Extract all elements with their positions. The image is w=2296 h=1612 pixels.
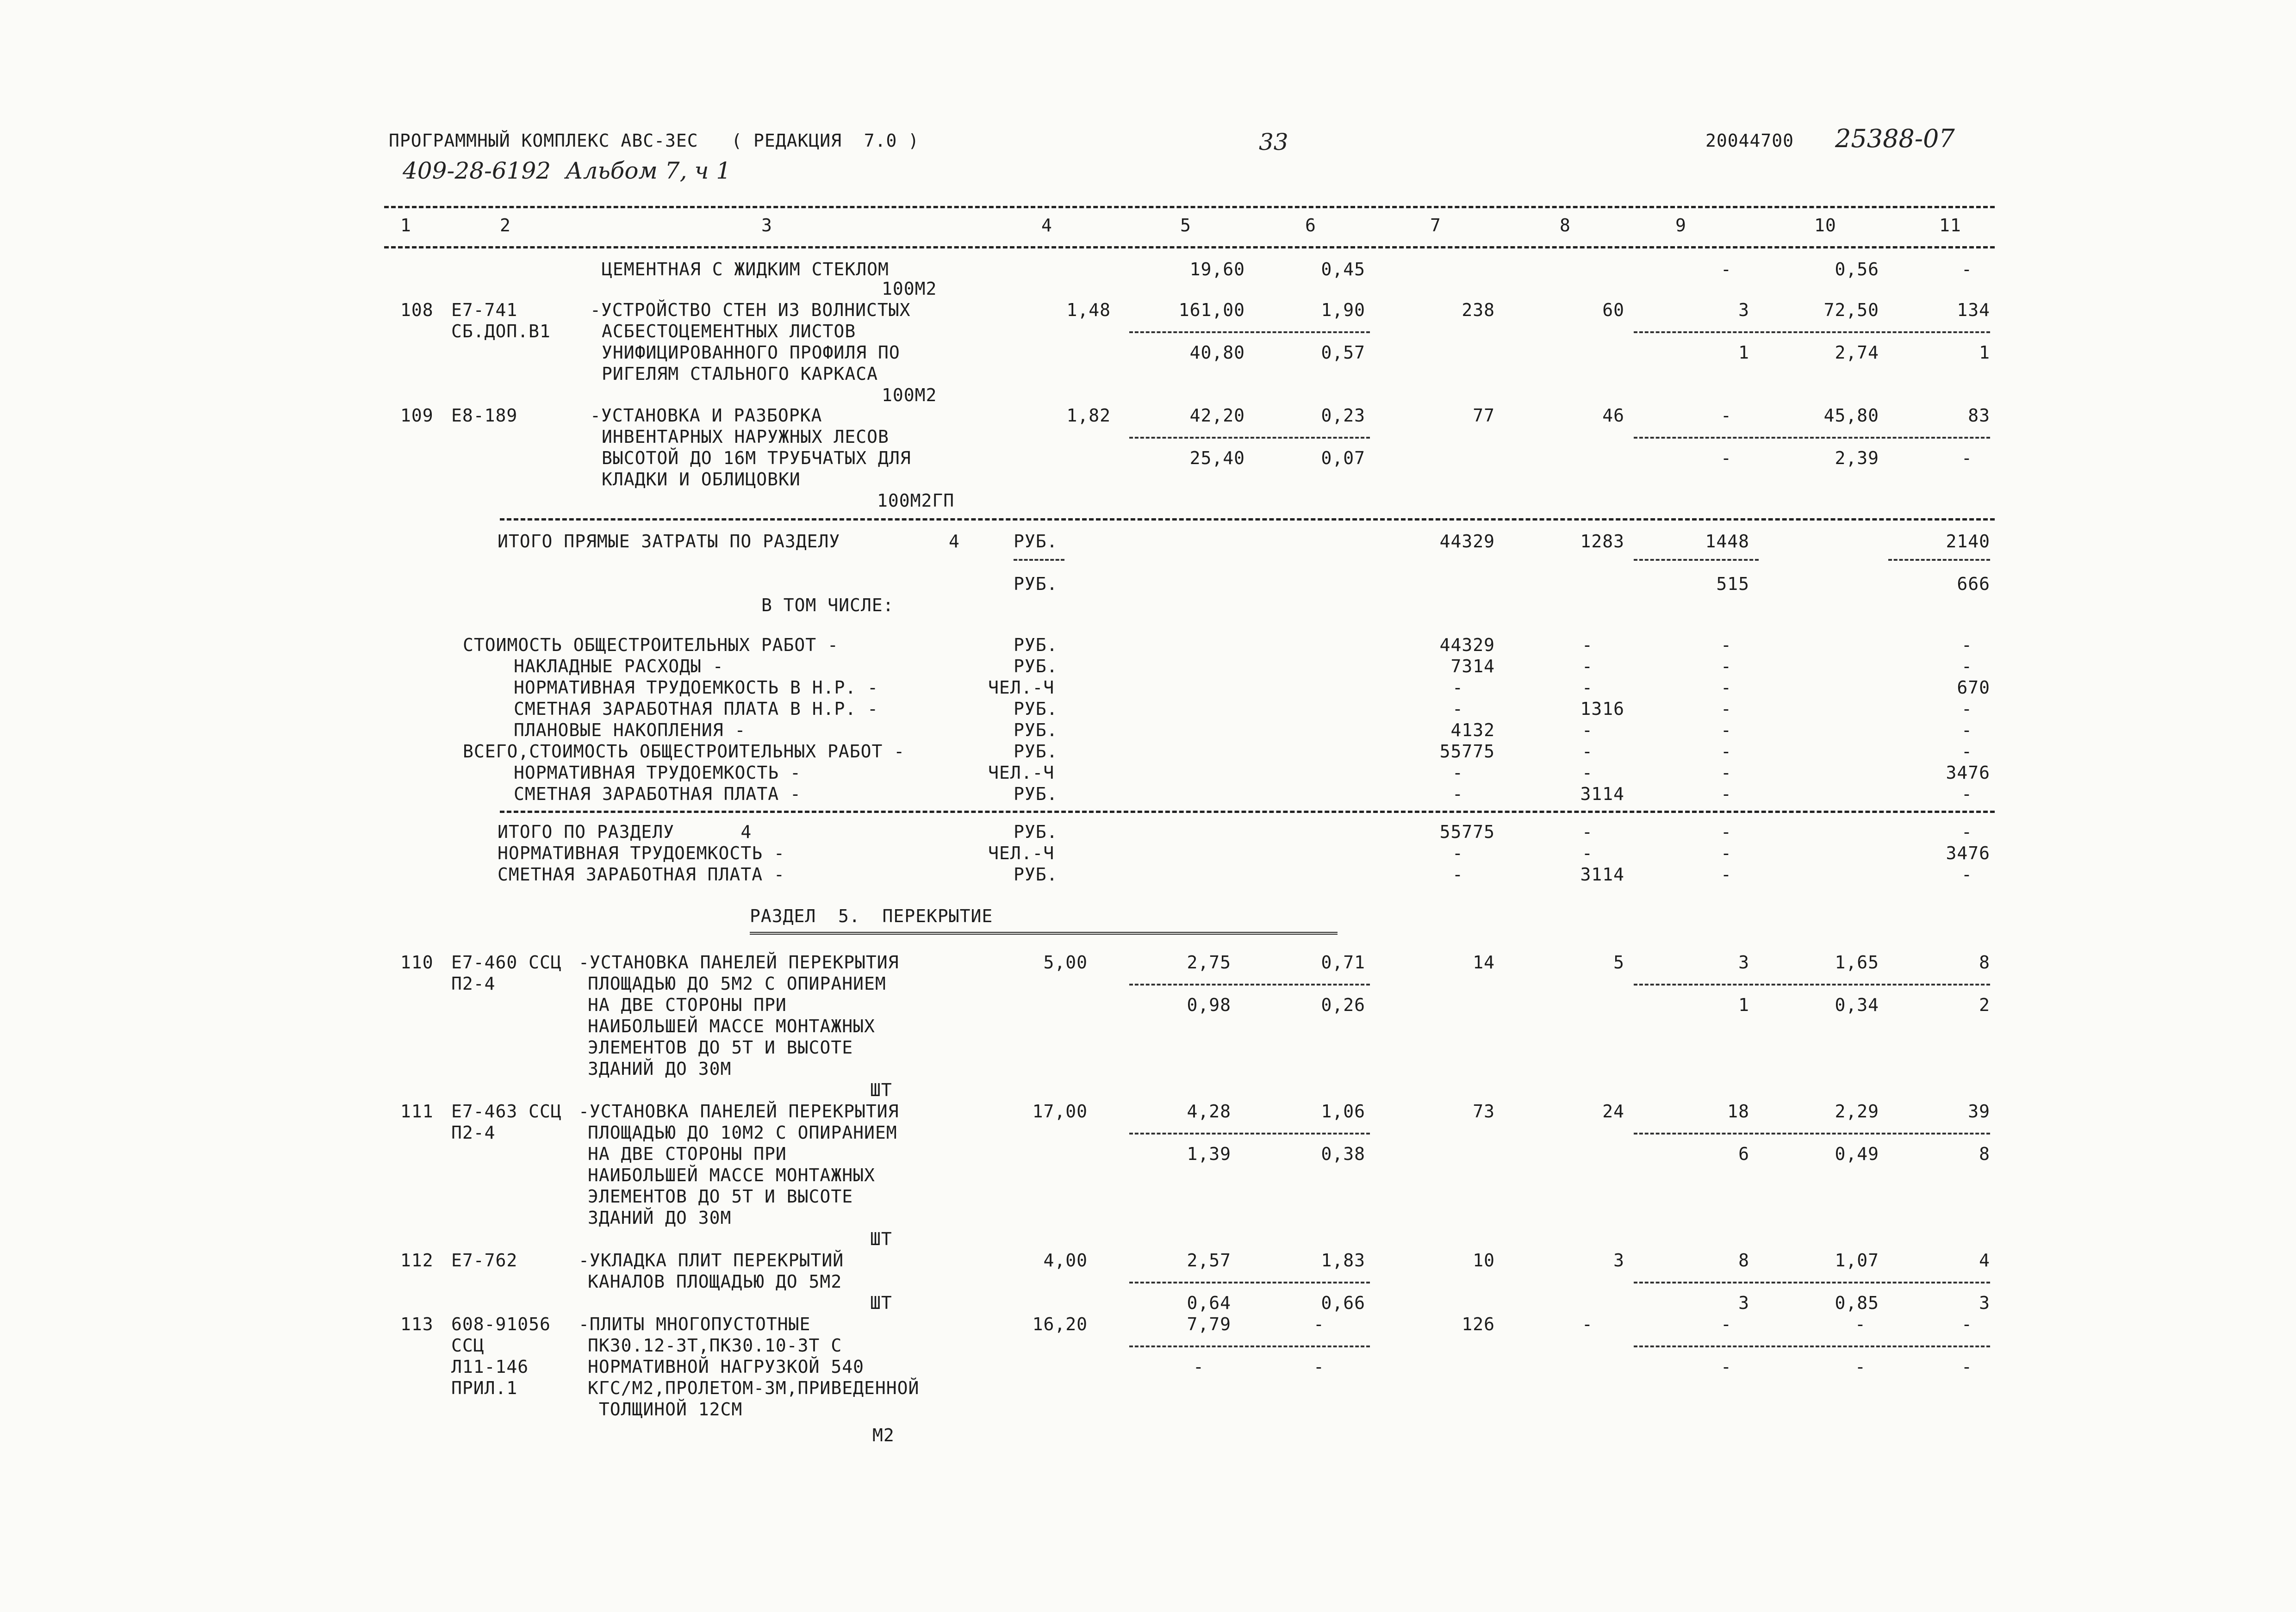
header-bottom-rule: [384, 246, 1995, 248]
row-c6a: 1,90: [1321, 300, 1365, 320]
item-v11: -: [1961, 741, 1972, 762]
row-c6a: 0,71: [1321, 952, 1365, 973]
row-c5a: 161,00: [1178, 300, 1245, 320]
row-c8: 60: [1602, 300, 1624, 320]
item-v7: -: [1452, 763, 1463, 783]
row-c7: 14: [1473, 952, 1495, 973]
row-unit: 100М2ГП: [877, 490, 955, 511]
row-c9a: 8: [1738, 1250, 1749, 1271]
item-v9: -: [1721, 741, 1732, 762]
row-c5b: 25,40: [1189, 448, 1245, 468]
total-v7: 55775: [1439, 822, 1495, 842]
item-v9: -: [1721, 699, 1732, 719]
row-desc: НАИБОЛЬШЕЙ МАССЕ МОНТАЖНЫХ: [588, 1016, 875, 1036]
row-desc: НАИБОЛЬШЕЙ МАССЕ МОНТАЖНЫХ: [588, 1165, 875, 1185]
total-v11: -: [1961, 864, 1972, 885]
row-c5a: 19,60: [1189, 259, 1245, 279]
item-v9: -: [1721, 784, 1732, 804]
row-desc: ЭЛЕМЕНТОВ ДО 5Т И ВЫСОТЕ: [588, 1186, 853, 1207]
row-c8: 3: [1613, 1250, 1624, 1271]
row-number: 108: [400, 300, 434, 320]
row-number: 111: [400, 1101, 434, 1122]
row-desc: РИГЕЛЯМ СТАЛЬНОГО КАРКАСА: [602, 364, 878, 384]
col-1: 1: [400, 215, 411, 236]
total-unit: РУБ.: [1014, 822, 1058, 842]
row-c9b: -: [1721, 448, 1732, 468]
page-number: 33: [1259, 129, 1288, 155]
row-desc: ПЛОЩАДЬЮ ДО 5М2 С ОПИРАНИЕМ: [588, 973, 886, 994]
col-2: 2: [500, 215, 511, 236]
total-unit: ЧЕЛ.-Ч: [988, 843, 1055, 863]
item-v11: -: [1961, 720, 1972, 740]
item-v8: -: [1582, 741, 1593, 762]
row-desc: ЗДАНИЙ ДО 30М: [588, 1208, 732, 1228]
col-11: 11: [1939, 215, 1961, 236]
row-c5b: 1,39: [1187, 1144, 1231, 1164]
row-c6a: 0,45: [1321, 259, 1365, 279]
row-code: Е7-741: [451, 300, 518, 320]
direct-v9b: 515: [1716, 574, 1749, 594]
direct-v8: 1283: [1580, 531, 1624, 552]
row-c5a: 7,79: [1187, 1314, 1231, 1334]
row-unit: ШТ: [870, 1080, 892, 1100]
row-c11a: 4: [1979, 1250, 1990, 1271]
row-c4: 4,00: [1043, 1250, 1088, 1271]
subtotal-rule: [1129, 437, 1370, 439]
col-10: 10: [1814, 215, 1836, 236]
row-code: П2-4: [451, 1122, 496, 1143]
handwritten-code: 25388-07: [1835, 124, 1955, 153]
row-number: 109: [400, 405, 434, 426]
item-v11: -: [1961, 635, 1972, 655]
row-c9a: 3: [1738, 952, 1749, 973]
total-label: СМЕТНАЯ ЗАРАБОТНАЯ ПЛАТА -: [498, 864, 785, 885]
item-v8: -: [1582, 635, 1593, 655]
item-unit: РУБ.: [1014, 635, 1058, 655]
row-c9a: -: [1721, 405, 1732, 426]
item-v7: -: [1452, 699, 1463, 719]
row-desc: ПЛОЩАДЬЮ ДО 10М2 С ОПИРАНИЕМ: [588, 1122, 897, 1143]
row-desc: ЗДАНИЙ ДО 30М: [588, 1059, 732, 1079]
row-c5a: 2,57: [1187, 1250, 1231, 1271]
row-unit: ШТ: [870, 1229, 892, 1249]
including-label: В ТОМ ЧИСЛЕ:: [761, 595, 894, 615]
row-c9a: -: [1721, 259, 1732, 279]
col-3: 3: [761, 215, 772, 236]
row-c10b: -: [1855, 1357, 1866, 1377]
item-v9: -: [1721, 677, 1732, 698]
row-c10a: 72,50: [1823, 300, 1879, 320]
row-c11a: -: [1961, 259, 1972, 279]
row-code: ССЦ: [451, 1335, 485, 1356]
row-c5b: 0,98: [1187, 995, 1231, 1015]
row-desc: -УСТАНОВКА ПАНЕЛЕЙ ПЕРЕКРЫТИЯ: [579, 952, 899, 973]
row-c6a: -: [1313, 1314, 1325, 1334]
table-top-rule: [384, 206, 1995, 208]
direct-title: ИТОГО ПРЯМЫЕ ЗАТРАТЫ ПО РАЗДЕЛУ: [498, 531, 840, 552]
row-c11a: 83: [1968, 405, 1990, 426]
row-c6b: 0,07: [1321, 448, 1365, 468]
item-label: ПЛАНОВЫЕ НАКОПЛЕНИЯ -: [514, 720, 746, 740]
row-c10b: 0,49: [1835, 1144, 1879, 1164]
row-c5b: 40,80: [1189, 342, 1245, 363]
row-c4: 17,00: [1032, 1101, 1088, 1122]
row-number: 110: [400, 952, 434, 973]
row-c11b: -: [1961, 1357, 1972, 1377]
row-c9a: -: [1721, 1314, 1732, 1334]
row-c10b: 2,74: [1835, 342, 1879, 363]
row-code: Е7-460 ССЦ: [451, 952, 562, 973]
item-unit: ЧЕЛ.-Ч: [988, 677, 1055, 698]
item-v11: -: [1961, 656, 1972, 676]
item-unit: ЧЕЛ.-Ч: [988, 763, 1055, 783]
row-c9b: 1: [1738, 995, 1749, 1015]
item-label: ВСЕГО,СТОИМОСТЬ ОБЩЕСТРОИТЕЛЬНЫХ РАБОТ -: [463, 741, 905, 762]
total-v9: -: [1721, 864, 1732, 885]
row-c11a: 8: [1979, 952, 1990, 973]
subtotal-rule: [1634, 1345, 1990, 1347]
row-c11a: -: [1961, 1314, 1972, 1334]
item-label: НАКЛАДНЫЕ РАСХОДЫ -: [514, 656, 724, 676]
row-number: 112: [400, 1250, 434, 1271]
document-code: 20044700: [1705, 130, 1794, 151]
direct-v11a: 2140: [1946, 531, 1990, 552]
program-header: ПРОГРАММНЫЙ КОМПЛЕКС АВС-ЗЕС ( РЕДАКЦИЯ 7.0 ): [389, 130, 920, 151]
row-c7: 73: [1473, 1101, 1495, 1122]
item-label: СТОИМОСТЬ ОБЩЕСТРОИТЕЛЬНЫХ РАБОТ -: [463, 635, 839, 655]
subtotal-rule: [1634, 984, 1990, 986]
row-c5b: 0,64: [1187, 1293, 1231, 1313]
col-7: 7: [1430, 215, 1441, 236]
row-code: Е8-189: [451, 405, 518, 426]
item-v7: 7314: [1450, 656, 1495, 676]
row-code: Л11-146: [451, 1357, 529, 1377]
total-v9: -: [1721, 822, 1732, 842]
direct-unit-2: РУБ.: [1014, 574, 1058, 594]
row-desc: ПК30.12-3Т,ПК30.10-3Т С: [588, 1335, 842, 1356]
row-unit: 100М2: [882, 279, 937, 299]
total-v9: -: [1721, 843, 1732, 863]
row-desc: НА ДВЕ СТОРОНЫ ПРИ: [588, 1144, 787, 1164]
row-c9b: 3: [1738, 1293, 1749, 1313]
row-desc: КГС/М2,ПРОЛЕТОМ-3М,ПРИВЕДЕННОЙ: [588, 1378, 920, 1398]
item-unit: РУБ.: [1014, 656, 1058, 676]
item-label: СМЕТНАЯ ЗАРАБОТНАЯ ПЛАТА В Н.Р. -: [514, 699, 878, 719]
direct-v9a: 1448: [1705, 531, 1749, 552]
row-unit: М2: [872, 1425, 895, 1445]
row-c9b: -: [1721, 1357, 1732, 1377]
item-v8: -: [1582, 720, 1593, 740]
subtotal-rule: [1129, 1282, 1370, 1283]
row-c9a: 3: [1738, 300, 1749, 320]
row-c6b: 0,26: [1321, 995, 1365, 1015]
row-c7: 126: [1462, 1314, 1495, 1334]
row-c4: 5,00: [1043, 952, 1088, 973]
item-v8: 3114: [1580, 784, 1624, 804]
item-v8: -: [1582, 677, 1593, 698]
row-c4: 1,48: [1066, 300, 1111, 320]
item-v7: 44329: [1439, 635, 1495, 655]
row-desc: АСБЕСТОЦЕМЕНТНЫХ ЛИСТОВ: [602, 321, 856, 341]
item-label: НОРМАТИВНАЯ ТРУДОЕМКОСТЬ В Н.Р. -: [514, 677, 878, 698]
subtotal-rule: [1634, 559, 1759, 561]
row-c5a: 42,20: [1189, 405, 1245, 426]
total-label: НОРМАТИВНАЯ ТРУДОЕМКОСТЬ -: [498, 843, 785, 863]
item-v9: -: [1721, 763, 1732, 783]
row-unit: 100М2: [882, 385, 937, 405]
row-desc: УНИФИЦИРОВАННОГО ПРОФИЛЯ ПО: [602, 342, 900, 363]
subtotal-rule: [1129, 1133, 1370, 1135]
row-desc: ВЫСОТОЙ ДО 16М ТРУБЧАТЫХ ДЛЯ: [602, 448, 911, 468]
row-c10b: 2,39: [1835, 448, 1879, 468]
item-unit: РУБ.: [1014, 720, 1058, 740]
row-c10a: -: [1855, 1314, 1866, 1334]
row-c6b: 0,66: [1321, 1293, 1365, 1313]
item-label: НОРМАТИВНАЯ ТРУДОЕМКОСТЬ -: [514, 763, 801, 783]
album-note: 409-28-6192 Альбом 7, ч 1: [403, 157, 731, 184]
item-v9: -: [1721, 656, 1732, 676]
section-5-underline: [750, 932, 1338, 935]
row-c8: -: [1582, 1314, 1593, 1334]
row-c11b: 1: [1979, 342, 1990, 363]
row-desc: -УСТАНОВКА И РАЗБОРКА: [590, 405, 822, 426]
total-unit: РУБ.: [1014, 864, 1058, 885]
row-c7: 238: [1462, 300, 1495, 320]
row-c11b: 2: [1979, 995, 1990, 1015]
subtotal-rule: [1634, 1133, 1990, 1135]
row-desc: ЦЕМЕНТНАЯ С ЖИДКИМ СТЕКЛОМ: [602, 259, 889, 279]
subtotal-rule: [1129, 984, 1370, 986]
item-v8: -: [1582, 656, 1593, 676]
row-desc: НОРМАТИВНОЙ НАГРУЗКОЙ 540: [588, 1357, 864, 1377]
row-c10a: 1,65: [1835, 952, 1879, 973]
item-v7: -: [1452, 784, 1463, 804]
column-header-row: [384, 215, 1995, 238]
row-c8: 46: [1602, 405, 1624, 426]
section-5-title: РАЗДЕЛ 5. ПЕРЕКРЫТИЕ: [750, 906, 993, 926]
total-v8: 3114: [1580, 864, 1624, 885]
col-9: 9: [1675, 215, 1686, 236]
row-c5a: 2,75: [1187, 952, 1231, 973]
item-v11: 3476: [1946, 763, 1990, 783]
col-8: 8: [1560, 215, 1571, 236]
section-rule: [500, 518, 1995, 521]
row-c6b: 0,57: [1321, 342, 1365, 363]
row-c5a: 4,28: [1187, 1101, 1231, 1122]
row-code: ПРИЛ.1: [451, 1378, 518, 1398]
row-desc: КАНАЛОВ ПЛОЩАДЬЮ ДО 5М2: [588, 1271, 842, 1292]
row-desc: КЛАДКИ И ОБЛИЦОВКИ: [602, 469, 801, 490]
direct-num: 4: [949, 531, 960, 552]
row-desc: ИНВЕНТАРНЫХ НАРУЖНЫХ ЛЕСОВ: [602, 427, 889, 447]
direct-v7: 44329: [1439, 531, 1495, 552]
item-v8: -: [1582, 763, 1593, 783]
row-code: Е7-762: [451, 1250, 518, 1271]
row-c10a: 1,07: [1835, 1250, 1879, 1271]
item-v9: -: [1721, 720, 1732, 740]
subtotal-rule: [1634, 1282, 1990, 1283]
item-v11: -: [1961, 699, 1972, 719]
total-v7: -: [1452, 864, 1463, 885]
row-c11a: 39: [1968, 1101, 1990, 1122]
direct-unit: РУБ.: [1014, 531, 1058, 552]
row-desc: -УКЛАДКА ПЛИТ ПЕРЕКРЫТИЙ: [579, 1250, 844, 1271]
subtotal-rule: [1634, 331, 1990, 333]
total-v8: -: [1582, 822, 1593, 842]
row-c11a: 134: [1957, 300, 1990, 320]
item-v7: 4132: [1450, 720, 1495, 740]
row-c11b: 3: [1979, 1293, 1990, 1313]
row-c10a: 0,56: [1835, 259, 1879, 279]
item-unit: РУБ.: [1014, 741, 1058, 762]
total-label: ИТОГО ПО РАЗДЕЛУ 4: [498, 822, 752, 842]
subtotal-rule: [1129, 331, 1370, 333]
item-unit: РУБ.: [1014, 699, 1058, 719]
row-c6a: 0,23: [1321, 405, 1365, 426]
row-desc: -УСТАНОВКА ПАНЕЛЕЙ ПЕРЕКРЫТИЯ: [579, 1101, 899, 1122]
row-desc: ЭЛЕМЕНТОВ ДО 5Т И ВЫСОТЕ: [588, 1037, 853, 1058]
row-c10b: 0,34: [1835, 995, 1879, 1015]
row-c4: 16,20: [1032, 1314, 1088, 1334]
row-c8: 24: [1602, 1101, 1624, 1122]
subtotal-rule: [1634, 437, 1990, 439]
total-v11: 3476: [1946, 843, 1990, 863]
row-c9a: 18: [1727, 1101, 1749, 1122]
row-c4: 1,82: [1066, 405, 1111, 426]
item-unit: РУБ.: [1014, 784, 1058, 804]
item-v11: 670: [1957, 677, 1990, 698]
unit-rule: [1014, 559, 1064, 561]
col-5: 5: [1180, 215, 1191, 236]
item-v7: -: [1452, 677, 1463, 698]
row-c11b: 8: [1979, 1144, 1990, 1164]
row-c7: 77: [1473, 405, 1495, 426]
item-v9: -: [1721, 635, 1732, 655]
row-c8: 5: [1613, 952, 1624, 973]
col-6: 6: [1305, 215, 1316, 236]
subtotal-rule: [1129, 1345, 1370, 1347]
row-unit: ШТ: [870, 1293, 892, 1313]
row-code: СБ.ДОП.В1: [451, 321, 551, 341]
total-v7: -: [1452, 843, 1463, 863]
item-v8: 1316: [1580, 699, 1624, 719]
row-c10a: 2,29: [1835, 1101, 1879, 1122]
row-c9b: 1: [1738, 342, 1749, 363]
row-c10b: 0,85: [1835, 1293, 1879, 1313]
col-4: 4: [1041, 215, 1052, 236]
row-c6a: 1,83: [1321, 1250, 1365, 1271]
row-c10a: 45,80: [1823, 405, 1879, 426]
item-v11: -: [1961, 784, 1972, 804]
row-desc: -ПЛИТЫ МНОГОПУСТОТНЫЕ: [579, 1314, 811, 1334]
row-desc: НА ДВЕ СТОРОНЫ ПРИ: [588, 995, 787, 1015]
row-desc: -УСТРОЙСТВО СТЕН ИЗ ВОЛНИСТЫХ: [590, 300, 911, 320]
row-code: Е7-463 ССЦ: [451, 1101, 562, 1122]
row-desc: ТОЛЩИНОЙ 12СМ: [588, 1399, 743, 1420]
total-v8: -: [1582, 843, 1593, 863]
row-c6b: 0,38: [1321, 1144, 1365, 1164]
row-c6a: 1,06: [1321, 1101, 1365, 1122]
row-c11b: -: [1961, 448, 1972, 468]
row-code: П2-4: [451, 973, 496, 994]
subtotal-rule: [1888, 559, 1990, 561]
row-c6b: -: [1313, 1357, 1325, 1377]
row-c9b: 6: [1738, 1144, 1749, 1164]
direct-v11b: 666: [1957, 574, 1990, 594]
row-c7: 10: [1473, 1250, 1495, 1271]
row-number: 113: [400, 1314, 434, 1334]
row-c5b: -: [1193, 1357, 1204, 1377]
item-v7: 55775: [1439, 741, 1495, 762]
total-v11: -: [1961, 822, 1972, 842]
item-label: СМЕТНАЯ ЗАРАБОТНАЯ ПЛАТА -: [514, 784, 801, 804]
section-rule: [500, 811, 1995, 813]
row-code: 608-91056: [451, 1314, 551, 1334]
